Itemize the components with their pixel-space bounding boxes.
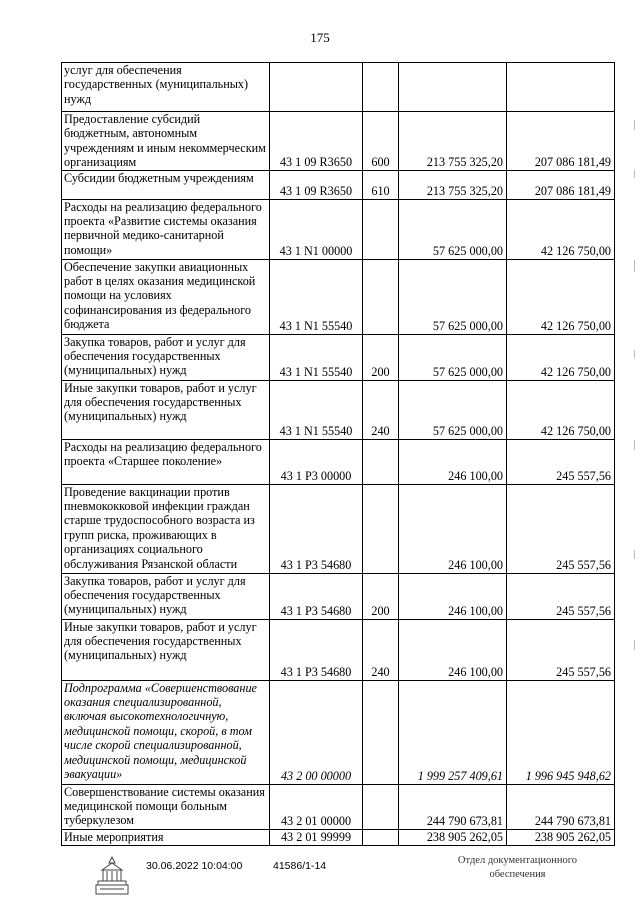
row-vr: [363, 259, 399, 334]
row-vr: [363, 63, 399, 112]
row-csr: 43 2 01 99999: [270, 829, 363, 845]
row-name: Подпрограмма «Совершенствование оказания специализированной, включая высокотехнологичную, медицинской помощи, скорой, в том числе скорой специализированной, медицинской помощи, медицинской эвакуации»: [62, 680, 270, 784]
row-name: Предоставление субсидий бюджетным, автономным учреждениям и иным некоммерческим организациям: [62, 112, 270, 171]
row-csr: 43 1 N1 55540: [270, 259, 363, 334]
row-name: Закупка товаров, работ и услуг для обеспечения государственных (муниципальных) нужд: [62, 334, 270, 380]
row-vr: 200: [363, 573, 399, 619]
row-vr: [363, 484, 399, 573]
budget-table-body: [62, 63, 615, 846]
row-vr: [363, 829, 399, 845]
row-name: Иные закупки товаров, работ и услуг для обеспечения государственных (муниципальных) нужд: [62, 380, 270, 439]
document-footer: [0, 850, 640, 905]
footer-datetime: 30.06.2022 10:04:00: [146, 860, 243, 872]
building-emblem-icon: [92, 854, 132, 898]
row-amount-2023: 245 557,56: [507, 619, 615, 680]
footer-department: Отдел документационного обеспечения: [457, 855, 578, 880]
row-name: Расходы на реализацию федерального проекта «Развитие системы оказания первичной медико-санитарной помощи»: [62, 199, 270, 259]
row-csr: 43 1 09 R3650: [270, 170, 363, 199]
row-name: Расходы на реализацию федерального проекта «Старшее поколение»: [62, 439, 270, 484]
row-vr: 610: [363, 170, 399, 199]
row-amount-2023: 42 126 750,00: [507, 199, 615, 259]
row-vr: 240: [363, 619, 399, 680]
row-vr: 240: [363, 380, 399, 439]
row-name: Проведение вакцинации против пневмококковой инфекции граждан старше трудоспособного возраста из групп риска, проживающих в организациях социального обслуживания Рязанской области: [62, 484, 270, 573]
row-amount-2023: 245 557,56: [507, 484, 615, 573]
row-amount-2022: 57 625 000,00: [399, 334, 507, 380]
row-csr: 43 1 N1 55540: [270, 334, 363, 380]
row-amount-2023: 42 126 750,00: [507, 380, 615, 439]
row-amount-2022: 213 755 325,20: [399, 112, 507, 171]
row-vr: 600: [363, 112, 399, 171]
row-amount-2023: 238 905 262,05: [507, 829, 615, 845]
row-amount-2022: 1 999 257 409,61: [399, 680, 507, 784]
row-csr: 43 1 P3 54680: [270, 619, 363, 680]
row-amount-2022: 246 100,00: [399, 573, 507, 619]
row-name: Закупка товаров, работ и услуг для обеспечения государственных (муниципальных) нужд: [62, 573, 270, 619]
row-amount-2023: 244 790 673,81: [507, 784, 615, 829]
row-amount-2022: 246 100,00: [399, 484, 507, 573]
row-csr: 43 2 01 00000: [270, 784, 363, 829]
row-csr: 43 1 P3 54680: [270, 573, 363, 619]
row-csr: 43 1 N1 55540: [270, 380, 363, 439]
row-amount-2022: 246 100,00: [399, 619, 507, 680]
table-row: [62, 380, 615, 439]
row-amount-2023: 245 557,56: [507, 573, 615, 619]
page-number: 175: [310, 30, 330, 45]
row-amount-2023: 1 996 945 948,62: [507, 680, 615, 784]
table-row: [62, 199, 615, 259]
row-name: Обеспечение закупки авиационных работ в целях оказания медицинской помощи на условиях софинансирования из федерального бюджета: [62, 259, 270, 334]
row-amount-2022: 57 625 000,00: [399, 380, 507, 439]
row-vr: [363, 680, 399, 784]
row-amount-2023: 245 557,56: [507, 439, 615, 484]
row-amount-2022: 57 625 000,00: [399, 199, 507, 259]
table-row: [62, 259, 615, 334]
row-amount-2022: 246 100,00: [399, 439, 507, 484]
row-amount-2022: 213 755 325,20: [399, 170, 507, 199]
row-amount-2023: 42 126 750,00: [507, 334, 615, 380]
row-name: Иные мероприятия: [62, 829, 270, 845]
row-name: Иные закупки товаров, работ и услуг для обеспечения государственных (муниципальных) нужд: [62, 619, 270, 680]
row-amount-2022: 244 790 673,81: [399, 784, 507, 829]
row-amount-2022: 238 905 262,05: [399, 829, 507, 845]
table-row: [62, 573, 615, 619]
footer-doc-number: 41586/1-14: [273, 860, 327, 872]
table-row: [62, 784, 615, 829]
row-csr: 43 1 09 R3650: [270, 112, 363, 171]
row-name: Совершенствование системы оказания медицинской помощи больным туберкулезом: [62, 784, 270, 829]
scan-edge-marks: [632, 110, 638, 670]
row-amount-2023: 207 086 181,49: [507, 112, 615, 171]
row-csr: 43 1 N1 00000: [270, 199, 363, 259]
row-vr: [363, 784, 399, 829]
row-csr: 43 1 P3 54680: [270, 484, 363, 573]
row-amount-2022: 57 625 000,00: [399, 259, 507, 334]
table-row: [62, 484, 615, 573]
row-csr: 43 2 00 00000: [270, 680, 363, 784]
row-amount-2023: [507, 63, 615, 112]
table-row: [62, 619, 615, 680]
table-row: [62, 680, 615, 784]
row-amount-2022: [399, 63, 507, 112]
row-amount-2023: 42 126 750,00: [507, 259, 615, 334]
row-vr: [363, 199, 399, 259]
row-name: услуг для обеспечения государственных (муниципальных) нужд: [62, 63, 270, 112]
budget-table: [61, 62, 615, 846]
table-row: [62, 63, 615, 112]
row-amount-2023: 207 086 181,49: [507, 170, 615, 199]
table-row: [62, 170, 615, 199]
table-row: [62, 112, 615, 171]
table-row: [62, 829, 615, 845]
row-vr: 200: [363, 334, 399, 380]
row-csr: 43 1 P3 00000: [270, 439, 363, 484]
row-name: Субсидии бюджетным учреждениям: [62, 170, 270, 199]
row-vr: [363, 439, 399, 484]
table-row: [62, 334, 615, 380]
row-csr: [270, 63, 363, 112]
table-row: [62, 439, 615, 484]
